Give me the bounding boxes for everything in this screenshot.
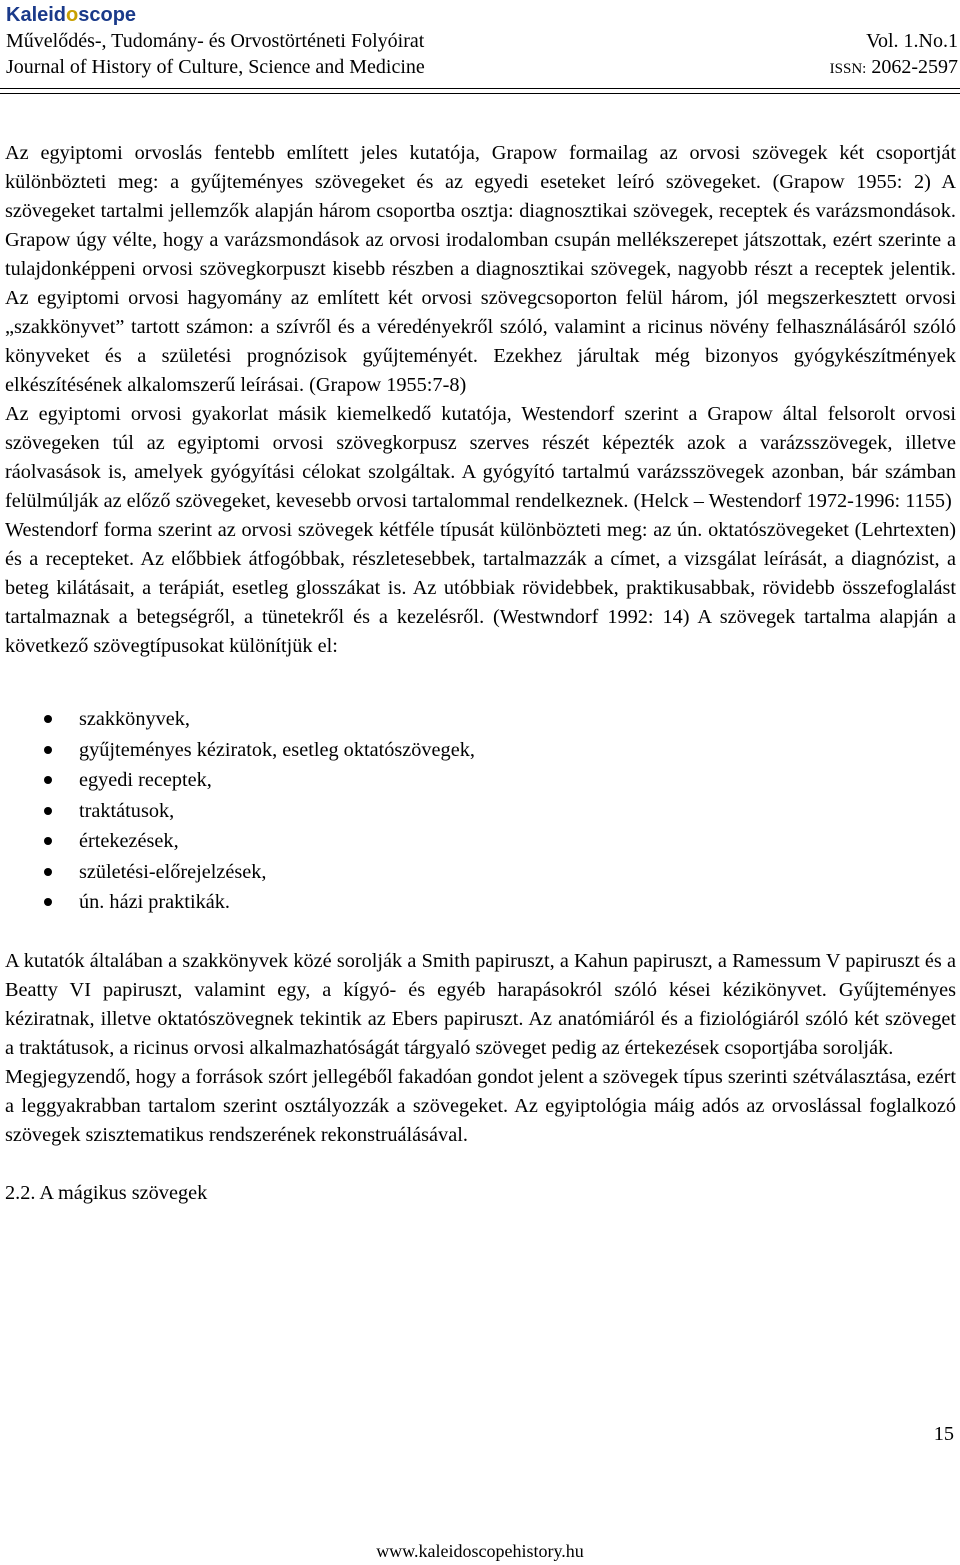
- journal-subtitle-en: Journal of History of Culture, Science and Medicine: [6, 56, 425, 78]
- list-item: [5, 704, 956, 735]
- spacer: [5, 661, 956, 704]
- list-item: [5, 826, 956, 857]
- bullet-icon: [44, 807, 52, 815]
- journal-subtitle-hu: Művelődés-, Tudomány- és Orvostörténeti Folyóirat: [6, 30, 425, 52]
- paragraph-grapow: Az egyiptomi orvoslás fentebb említett jeles kutatója, Grapow formailag az orvosi szövegek két csoportját különbözteti meg: a gyűjteményes szövegeket és az egyedi eseteket leíró szövegeket. (Grapow 1955: 2) A szövegeket tartalmi jellemzők alapján három csoportba osztja: diagnosztikai szövegek, receptek és varázsmondások. Grapow úgy vélte, hogy a varázsmondások az orvosi irodalomban csupán mellékszerepet játszottak, ezért szerinte a tulajdonképpeni orvosi szövegkorpuszt kisebb részben a diagnosztikai szövegek, nagyobb részt a receptek jelentik. Az egyiptomi orvosi hagyomány az említett két orvosi szövegcsoporton felül három, jól megszerkesztett orvosi „szakkönyvet” tartott számon: a szívről és a véredényekről szóló, valamint a ricinus növény felhasználásáról szóló könyveket és a születési prognózisok gyűjteményét. Ezekhez járultak még bizonyos gyógykészítmények elkészítésének alkalomszerű leírásai. (Grapow 1955:7-8): [5, 142, 956, 396]
- journal-logo: [6, 2, 958, 28]
- list-item-label: traktátusok,: [79, 799, 175, 822]
- list-item-label: egyedi receptek,: [79, 769, 212, 791]
- spacer: [5, 918, 956, 947]
- page-number: 15: [933, 1423, 954, 1445]
- logo-text-accent: o: [66, 4, 79, 26]
- paragraph-papyri: A kutatók általában a szakkönyvek közé sorolják a Smith papiruszt, a Kahun papiruszt, a Ramessum V papiruszt és a Beatty VI papiruszt, valamint egy, a kígyó- és egyéb harapásokról szóló kései kézikönyvet. Gyűjteményes kéziratnak, illetve oktatószövegnek tekintik az Ebers papiruszt. Az anatómiáról és a fiziológiáról szóló két szöveget a traktátusok, a ricinus orvosi alkalmazhatóságát tárgyaló szöveget pedig az értekezések csoportjába sorolják.: [5, 949, 956, 1059]
- journal-volume: Vol. 1.No.1: [866, 30, 958, 52]
- list-item-label: születési-előrejelzések,: [79, 860, 267, 883]
- list-item-label: gyűjteményes kéziratok, esetleg oktatószövegek,: [79, 738, 475, 761]
- bullet-icon: [44, 868, 52, 876]
- paragraph-westendorf: Az egyiptomi orvosi gyakorlat másik kiemelkedő kutatója, Westendorf szerint a Grapow által felsorolt orvosi szövegeken túl az egyiptomi orvosi szövegkorpusz szerves részét képezték azok a varázsszövegek, illetve ráolvasások is, amelyek gyógyítási célokat szolgáltak. A gyógyító tartalmú varázsszövegek azonban, bár számban felülmúlják az előző szövegeket, kevesebb orvosi tartalommal rendelkeznek. (Helck – Westendorf 1972-1996: 1155): [5, 403, 956, 512]
- article-body: [5, 139, 956, 1208]
- list-item-label: értekezések,: [79, 830, 179, 852]
- bullet-icon: [44, 898, 52, 906]
- header-rule-bottom: [0, 93, 960, 94]
- header-row-1: [6, 28, 958, 54]
- list-item-label: ún. házi praktikák.: [79, 891, 230, 913]
- journal-issn: [830, 54, 958, 80]
- text-type-list: [5, 704, 956, 918]
- list-item: [5, 796, 956, 827]
- header-rule-top: [0, 88, 960, 89]
- footer-website-url: www.kaleidoscopehistory.hu: [376, 1541, 584, 1561]
- paragraph-note: Megjegyzendő, hogy a források szórt jellegéből fakadóan gondot jelent a szövegek típus szerinti szétválasztása, ezért a leggyakrabban tartalom szerint osztályozzák a szövegeket. Az egyiptológia máig adós az orvoslással foglalkozó szövegek szisztematikus rendszerének rekonstruálásával.: [5, 1065, 956, 1146]
- logo-text-part: scope: [78, 4, 137, 26]
- paragraph-text-types: Westendorf forma szerint az orvosi szövegek kétféle típusát különbözteti meg: az ún. oktatószövegeket (Lehrtexten) és a recepteket. Az előbbiek átfogóbbak, részletesebbek, tartalmazzák a címet, a vizsgálat leírását, a diagnózist, a beteg kilátásait, a terápiát, esetleg glosszákat is. Az utóbbiak rövidebbek, praktikusabbak, rövidebb összefoglalást tartalmaznak a betegségről, a tünetekről és a kezelésről. (Westwndorf 1992: 14) A szövegek tartalma alapján a következő szövegtípusokat különítjük el:: [5, 519, 956, 657]
- bullet-icon: [44, 746, 52, 754]
- spacer: [5, 1150, 956, 1179]
- bullet-icon: [44, 837, 52, 845]
- bullet-icon: [44, 776, 52, 784]
- list-item: [5, 735, 956, 766]
- list-item: [5, 765, 956, 796]
- logo-text-part: Kaleid: [6, 4, 67, 26]
- issn-value: 2062-2597: [871, 56, 958, 78]
- bullet-icon: [44, 715, 52, 723]
- list-item: [5, 857, 956, 888]
- header-row-2: [6, 54, 958, 80]
- list-item: [5, 887, 956, 918]
- section-heading: 2.2. A mágikus szövegek: [5, 1181, 208, 1204]
- list-item-label: szakkönyvek,: [79, 708, 190, 730]
- issn-label: ISSN:: [829, 61, 867, 77]
- journal-header: [6, 2, 958, 82]
